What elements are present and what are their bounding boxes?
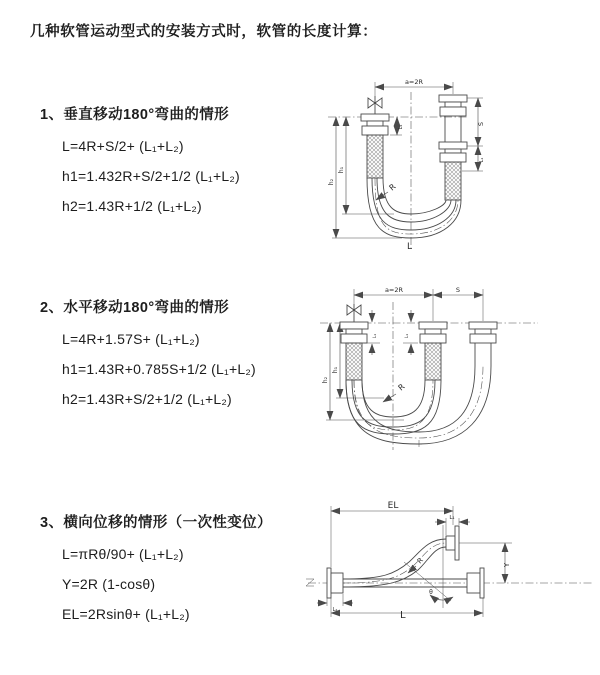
section-1 <box>40 103 320 221</box>
label-dim-s: S <box>455 286 461 294</box>
label-length-l: L <box>400 610 406 621</box>
formula-line: L=4R+S/2+ (L₁+L₂) <box>62 138 184 154</box>
label-dim-l1: L₁ <box>479 157 485 163</box>
formula-line: h1=1.43R+0.785S+1/2 (L₁+L₂) <box>62 361 256 377</box>
label-dim-s: S <box>477 121 485 127</box>
diagram-horizontal-180-bend <box>302 278 577 458</box>
break-symbol <box>306 579 314 586</box>
flange-left <box>327 568 343 598</box>
label-dim-h1: h₁ <box>332 366 339 374</box>
section-2-heading: 2、水平移动180°弯曲的情形 <box>40 300 230 316</box>
hose-fitting-right <box>439 95 467 200</box>
label-dim-h2: h₂ <box>322 376 329 384</box>
label-dim-a2r: a=2R <box>404 78 424 86</box>
formula-line: Y=2R (1-cosθ) <box>62 576 156 592</box>
formula-line: L=πRθ/90+ (L₁+L₂) <box>62 546 184 562</box>
formula-line: L=4R+1.57S+ (L₁+L₂) <box>62 331 200 347</box>
label-radius-r: R <box>415 556 425 566</box>
label-length-l: L <box>407 242 413 252</box>
label-dim-l2: L₂ <box>332 607 338 613</box>
hose-displaced-position <box>343 526 459 587</box>
label-dim-y: Y <box>503 562 511 568</box>
label-radius-r: R <box>387 182 398 193</box>
hose-fitting-left <box>361 114 389 178</box>
label-dim-el: EL <box>387 501 399 511</box>
formula-line: EL=2Rsinθ+ (L₁+L₂) <box>62 606 190 622</box>
section-1-heading: 1、垂直移动180°弯曲的情形 <box>40 107 230 123</box>
label-dim-l1: L₁ <box>405 333 410 339</box>
valve-icon <box>347 304 361 322</box>
valve-icon <box>368 96 382 114</box>
centerlines <box>306 579 592 586</box>
formula-line: h1=1.432R+S/2+1/2 (L₁+L₂) <box>62 168 240 184</box>
hose-u-curve-position-2 <box>346 366 491 444</box>
label-dim-l1: L₁ <box>398 124 404 130</box>
formula-line: h2=1.43R+S/2+1/2 (L₁+L₂) <box>62 391 232 407</box>
label-dim-a2r: a=2R <box>384 286 404 294</box>
hose-fitting-right <box>469 322 497 366</box>
dimension-lines <box>317 506 512 617</box>
label-angle-theta: θ <box>429 589 433 596</box>
page-title: 几种软管运动型式的安装方式时，软管的长度计算： <box>30 24 378 40</box>
diagram-vertical-180-bend <box>306 70 556 255</box>
section-3-heading: 3、横向位移的情形（一次性变位） <box>40 515 272 531</box>
hose-fitting-left <box>340 322 368 380</box>
label-dim-h1: h₁ <box>338 166 345 174</box>
label-dim-l1: L₁ <box>449 515 455 521</box>
diagram-lateral-displacement <box>300 498 595 648</box>
hose-fitting-middle <box>419 322 447 380</box>
section-2 <box>40 296 320 414</box>
hose-u-curve-position-1 <box>346 380 441 434</box>
label-dim-l1: L₁ <box>373 333 378 339</box>
section-3 <box>40 511 320 629</box>
formula-line: h2=1.43R+1/2 (L₁+L₂) <box>62 198 202 214</box>
label-dim-h2: h₂ <box>328 178 335 186</box>
label-radius-r: R <box>396 382 407 393</box>
